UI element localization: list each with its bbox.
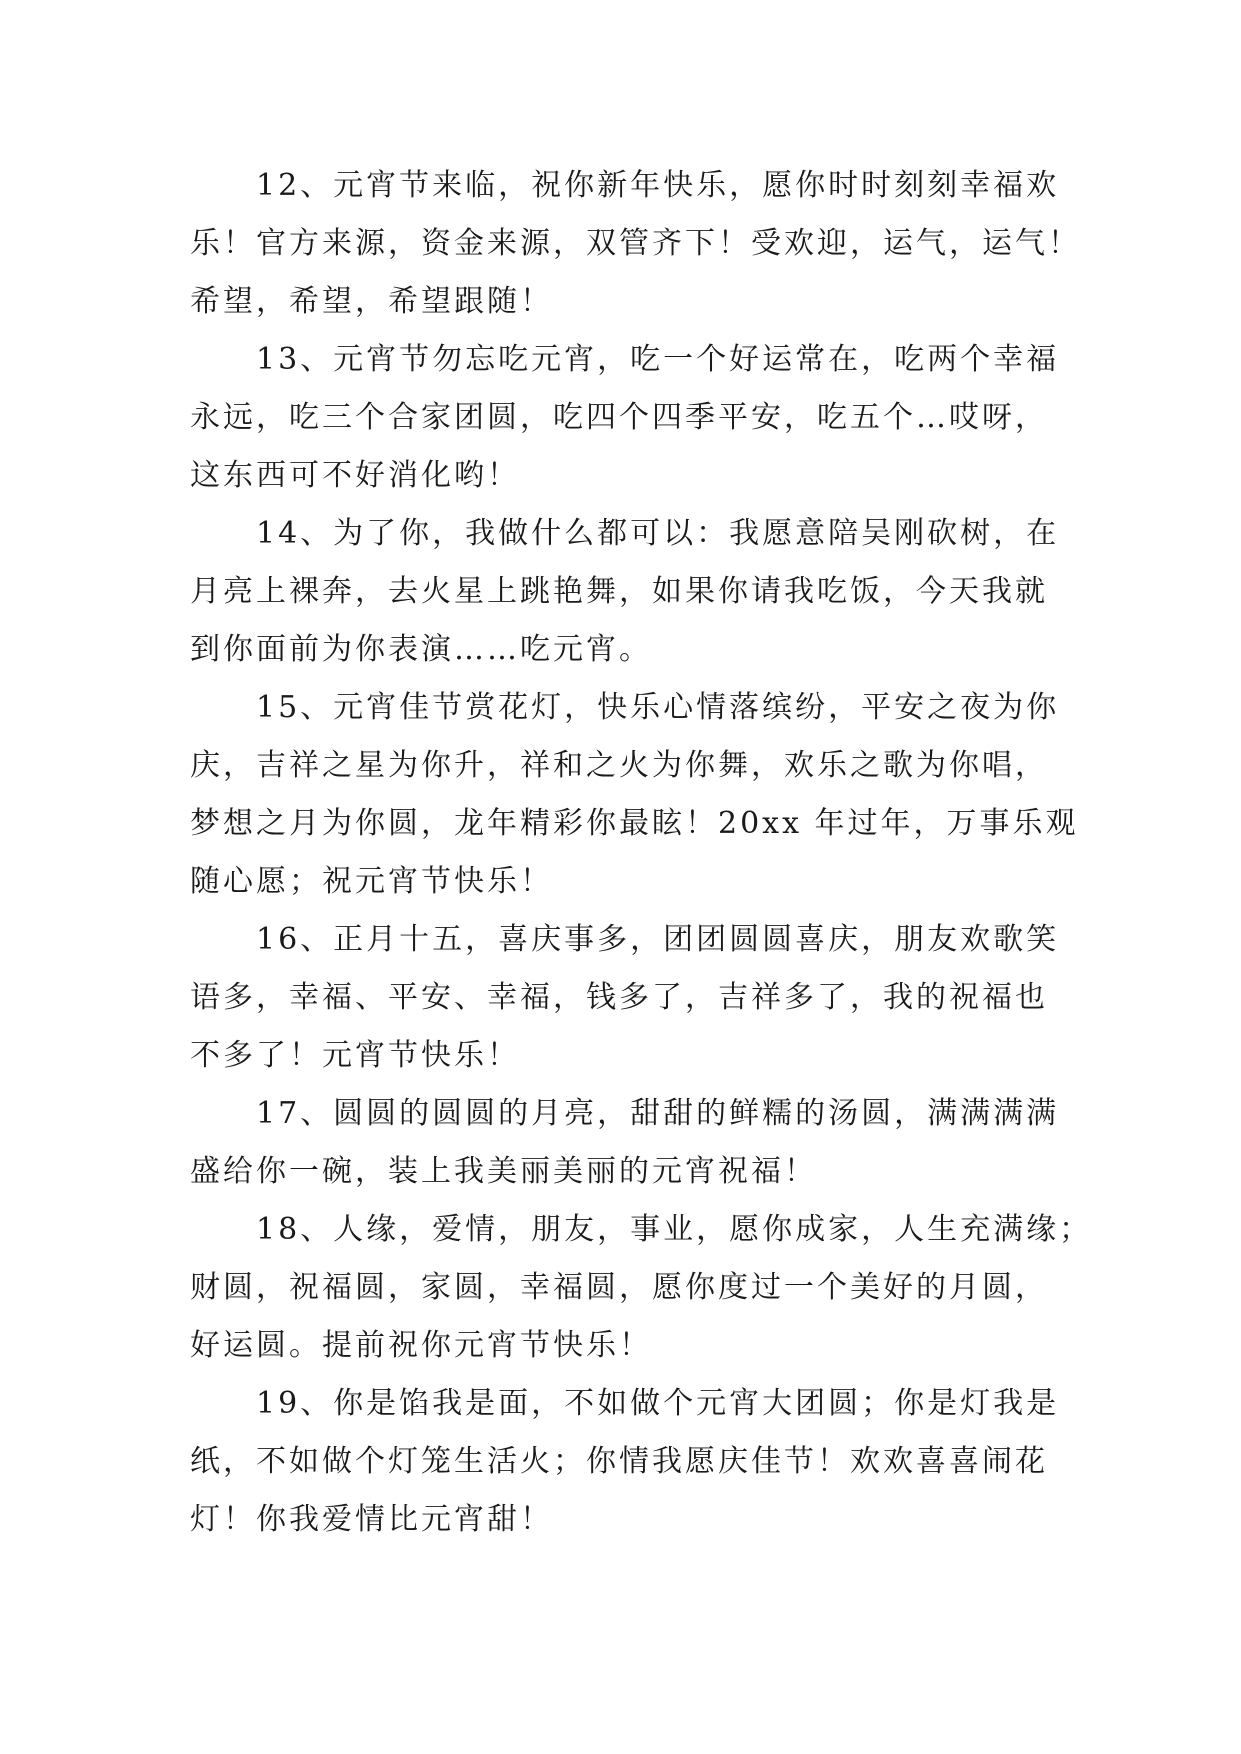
paragraph-19 [190,1375,1060,1549]
paragraph-line: 庆，吉祥之星为你升，祥和之火为你舞，欢乐之歌为你唱， [190,748,1048,783]
paragraph-line: 14、为了你，我做什么都可以：我愿意陪吴刚砍树，在 [256,516,1060,551]
paragraph-line: 永远，吃三个合家团圆，吃四个四季平安，吃五个…哎呀， [190,400,1048,435]
paragraph-line: 语多，幸福、平安、幸福，钱多了，吉祥多了，我的祝福也 [190,980,1048,1015]
paragraph-line: 16、正月十五，喜庆事多，团团圆圆喜庆，朋友欢歌笑 [256,922,1060,957]
paragraph-13 [190,331,1060,505]
paragraph-line: 好运圆。提前祝你元宵节快乐！ [190,1328,652,1363]
paragraph-line: 希望，希望，希望跟随！ [190,284,553,319]
paragraph-line: 13、元宵节勿忘吃元宵，吃一个好运常在，吃两个幸福 [256,342,1060,377]
paragraph-line: 到你面前为你表演……吃元宵。 [190,632,652,667]
paragraph-line: 月亮上裸奔，去火星上跳艳舞，如果你请我吃饭，今天我就 [190,574,1048,609]
paragraph-line: 灯！你我爱情比元宵甜！ [190,1502,553,1537]
paragraph-line: 17、圆圆的圆圆的月亮，甜甜的鲜糯的汤圆，满满满满 [256,1096,1060,1131]
paragraph-line: 纸，不如做个灯笼生活火；你情我愿庆佳节！欢欢喜喜闹花 [190,1444,1048,1479]
paragraph-line: 随心愿；祝元宵节快乐！ [190,864,553,899]
paragraph-line: 梦想之月为你圆，龙年精彩你最眩！20xx 年过年，万事乐观 [190,806,1079,841]
paragraph-line: 18、人缘，爱情，朋友，事业，愿你成家，人生充满缘； [256,1212,1093,1247]
paragraph-line: 财圆，祝福圆，家圆，幸福圆，愿你度过一个美好的月圆， [190,1270,1048,1305]
paragraph-line: 乐！官方来源，资金来源，双管齐下！受欢迎，运气，运气！ [190,226,1081,261]
paragraph-14 [190,505,1060,679]
document-body [190,157,1093,1549]
paragraph-16 [190,911,1060,1085]
paragraph-line: 盛给你一碗，装上我美丽美丽的元宵祝福！ [190,1154,817,1189]
paragraph-12 [190,157,1081,331]
paragraph-17 [190,1085,1060,1201]
paragraph-18 [190,1201,1093,1375]
paragraph-line: 不多了！元宵节快乐！ [190,1038,520,1073]
paragraph-line: 12、元宵节来临，祝你新年快乐，愿你时时刻刻幸福欢 [256,168,1060,203]
paragraph-line: 19、你是馅我是面，不如做个元宵大团圆；你是灯我是 [256,1386,1060,1421]
paragraph-line: 15、元宵佳节赏花灯，快乐心情落缤纷，平安之夜为你 [256,690,1060,725]
paragraph-line: 这东西可不好消化哟！ [190,458,520,493]
paragraph-15 [190,679,1079,911]
